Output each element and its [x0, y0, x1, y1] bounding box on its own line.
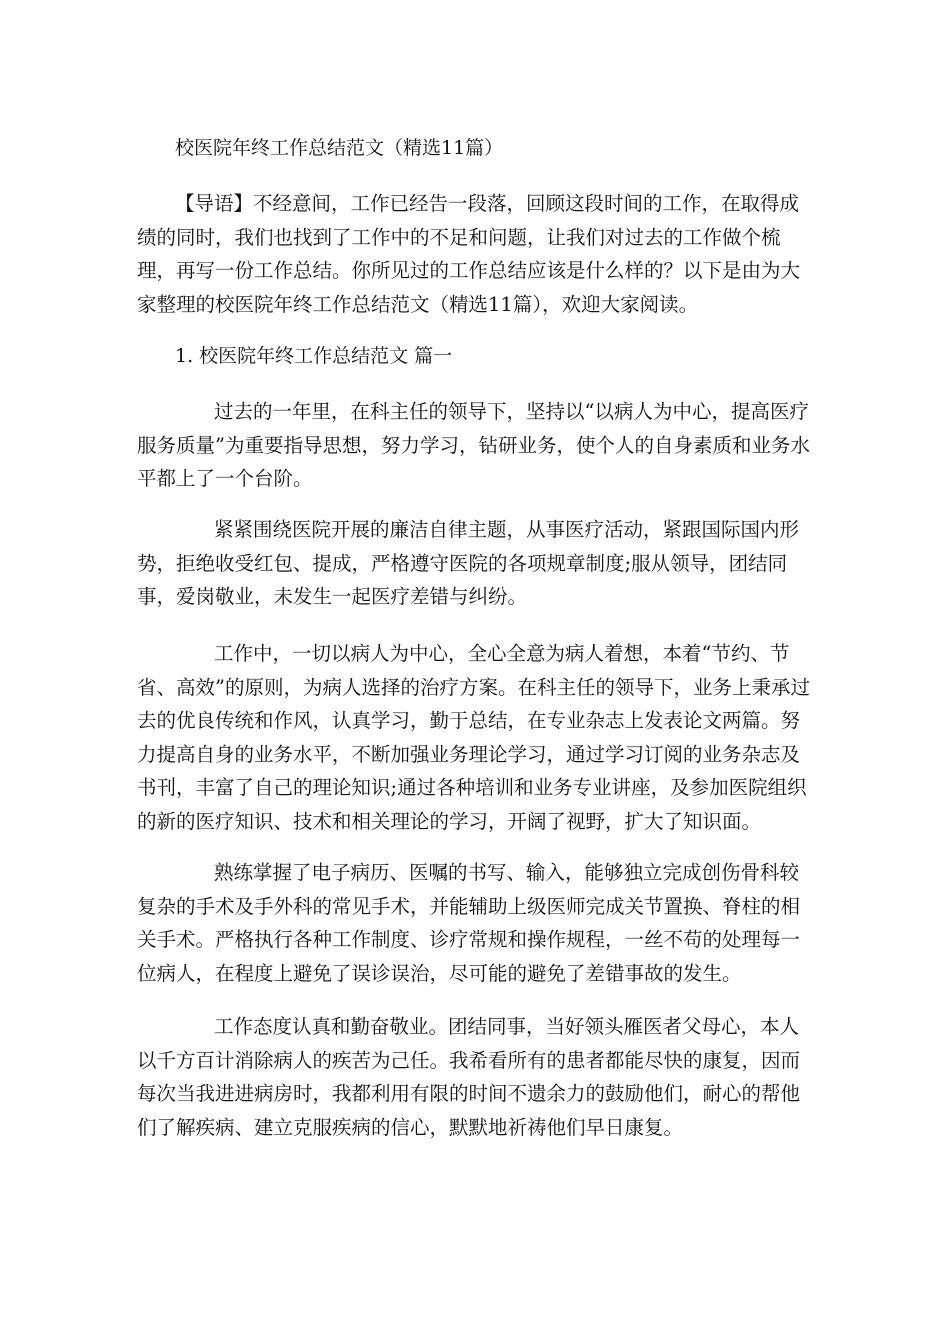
- body-paragraph: 紧紧围绕医院开展的廉洁自律主题，从事医疗活动，紧跟国际国内形势，拒绝收受红包、提成，严格遵守医院的各项规章制度;服从领导，团结同事，爱岗敬业，未发生一起医疗差错与纠纷。: [137, 518, 800, 608]
- document-title: 校医院年终工作总结范文（精选11篇）: [175, 137, 504, 159]
- body-paragraph: 过去的一年里，在科主任的领导下，坚持以“以病人为中心，提高医疗服务质量”为重要指导思想，努力学习，钻研业务，使个人的自身素质和业务水平都上了一个台阶。: [137, 400, 810, 490]
- body-paragraph: 工作中，一切以病人为中心，全心全意为病人着想，本着“节约、节省、高效”的原则，为病人选择的治疗方案。在科主任的领导下，业务上秉承过去的优良传统和作风，认真学习，勤于总结，在专业杂志上发表论文两篇。努力提高自身的业务水平，不断加强业务理论学习，通过学习订阅的业务杂志及书刊，丰富了自己的理论知识;通过各种培训和业务专业讲座，及参加医院组织的新的医疗知识、技术和相关理论的学习，开阔了视野，扩大了知识面。: [137, 642, 810, 833]
- body-paragraph: 工作态度认真和勤奋敬业。团结同事，当好领头雁医者父母心，本人以千方百计消除病人的疾苦为己任。我希看所有的患者都能尽快的康复，因而每次当我进进病房时，我都利用有限的时间不遗余力的鼓励他们，耐心的帮他们了解疾病、建立克服疾病的信心，默默地祈祷他们早日康复。: [137, 1015, 801, 1139]
- body-paragraph: 熟练掌握了电子病历、医嘱的书写、输入，能够独立完成创伤骨科较复杂的手术及手外科的常见手术，并能辅助上级医师完成关节置换、脊柱的相关手术。严格执行各种工作制度、诊疗常规和操作规程，一丝不苟的处理每一位病人，在程度上避免了误诊误治，尽可能的避免了差错事故的发生。: [137, 861, 801, 985]
- section-heading: 1. 校医院年终工作总结范文 篇一: [175, 345, 453, 367]
- intro-paragraph: 【导语】不经意间，工作已经告一段落，回顾这段时间的工作，在取得成绩的同时，我们也找到了工作中的不足和问题，让我们对过去的工作做个梳理，再写一份工作总结。你所见过的工作总结应该是什么样的？以下是由为大家整理的校医院年终工作总结范文（精选11篇），欢迎大家阅读。: [137, 192, 801, 316]
